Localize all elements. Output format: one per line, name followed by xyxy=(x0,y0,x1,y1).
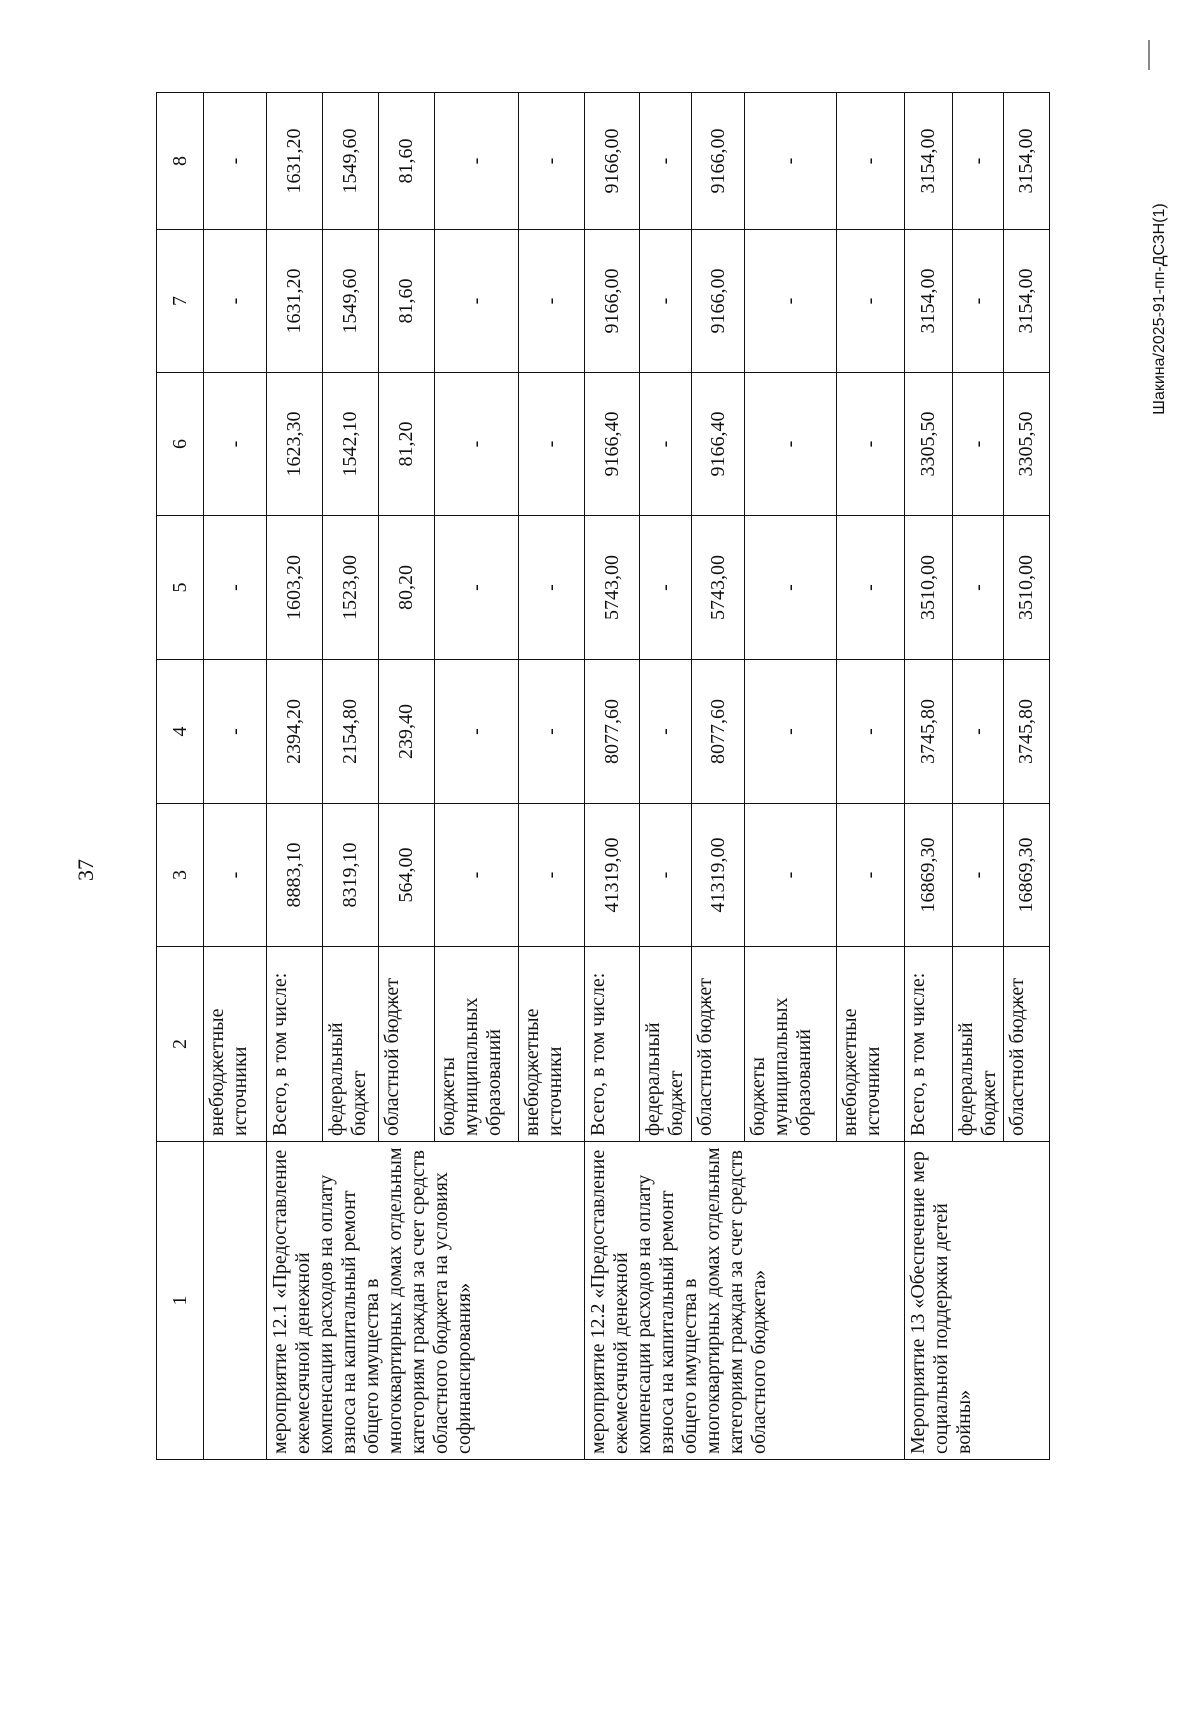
value-cell: 41319,00 xyxy=(692,804,745,947)
column-header: 4 xyxy=(157,660,204,804)
value-cell: 5743,00 xyxy=(585,516,640,660)
value-cell: 9166,00 xyxy=(692,93,745,230)
funding-source-cell: бюджеты муниципальных образований xyxy=(745,947,837,1142)
value-cell: - xyxy=(953,93,1004,230)
value-cell: - xyxy=(953,804,1004,947)
funding-source-cell: бюджеты муниципальных образований xyxy=(435,947,519,1142)
value-cell: - xyxy=(640,804,692,947)
value-cell: 3510,00 xyxy=(1004,516,1050,660)
value-cell: 3305,50 xyxy=(1004,373,1050,516)
funding-source-cell: федеральный бюджет xyxy=(640,947,692,1142)
value-cell: 9166,00 xyxy=(585,230,640,373)
value-cell: - xyxy=(640,660,692,804)
activity-cell: мероприятие 12.1 «Предоставление ежемесячной денежной компенсации расходов на оплату взноса на капитальный ремонт общего имущества в многоквартирных домах отдельным категориям граждан за счет средств областного бюджета на условиях софинансирования» xyxy=(267,1142,585,1460)
value-cell: 16869,30 xyxy=(1004,804,1050,947)
value-cell: 81,20 xyxy=(379,373,435,516)
column-header: 8 xyxy=(157,93,204,230)
value-cell: - xyxy=(837,516,905,660)
value-cell: - xyxy=(435,93,519,230)
value-cell: - xyxy=(640,516,692,660)
value-cell: 3745,80 xyxy=(905,660,953,804)
value-cell: - xyxy=(204,660,267,804)
funding-source-cell: областной бюджет xyxy=(692,947,745,1142)
value-cell: 9166,40 xyxy=(692,373,745,516)
value-cell: - xyxy=(204,373,267,516)
funding-source-cell: федеральный бюджет xyxy=(323,947,379,1142)
funding-source-cell: внебюджетные источники xyxy=(519,947,585,1142)
value-cell: - xyxy=(837,373,905,516)
value-cell: 2154,80 xyxy=(323,660,379,804)
column-header: 5 xyxy=(157,516,204,660)
value-cell: 1623,30 xyxy=(267,373,323,516)
column-header: 1 xyxy=(157,1142,204,1460)
value-cell: - xyxy=(745,516,837,660)
funding-source-cell: федеральный бюджет xyxy=(953,947,1004,1142)
column-header: 7 xyxy=(157,230,204,373)
value-cell: 81,60 xyxy=(379,93,435,230)
value-cell: - xyxy=(435,660,519,804)
funding-source-cell: Всего, в том числе: xyxy=(585,947,640,1142)
table-header-row xyxy=(157,93,204,1460)
value-cell: - xyxy=(837,230,905,373)
value-cell: 1631,20 xyxy=(267,93,323,230)
value-cell: - xyxy=(953,230,1004,373)
value-cell: - xyxy=(640,373,692,516)
value-cell: 80,20 xyxy=(379,516,435,660)
value-cell: 8883,10 xyxy=(267,804,323,947)
funding-source-cell: Всего, в том числе: xyxy=(267,947,323,1142)
value-cell: - xyxy=(745,230,837,373)
value-cell: 5743,00 xyxy=(692,516,745,660)
value-cell: 3510,00 xyxy=(905,516,953,660)
value-cell: - xyxy=(435,373,519,516)
funding-source-cell: Всего, в том числе: xyxy=(905,947,953,1142)
value-cell: 3154,00 xyxy=(1004,93,1050,230)
value-cell: - xyxy=(519,93,585,230)
activity-cell: мероприятие 12.2 «Предоставление ежемесячной денежной компенсации расходов на оплату взноса на капитальный ремонт общего имущества в многоквартирных домах отдельным категориям граждан за счет средств областного бюджета» xyxy=(585,1142,905,1460)
value-cell: - xyxy=(435,230,519,373)
value-cell: - xyxy=(640,93,692,230)
value-cell: 2394,20 xyxy=(267,660,323,804)
budget-table xyxy=(156,92,1050,1460)
value-cell: - xyxy=(745,373,837,516)
value-cell: - xyxy=(519,373,585,516)
value-cell: - xyxy=(745,804,837,947)
page-number: 37 xyxy=(73,859,98,881)
document-footer-code: Шакина/2025-91-пп-ДСЗН(1) xyxy=(1151,203,1168,415)
value-cell: 3745,80 xyxy=(1004,660,1050,804)
value-cell: - xyxy=(204,516,267,660)
value-cell: 8077,60 xyxy=(692,660,745,804)
value-cell: 9166,00 xyxy=(585,93,640,230)
value-cell: - xyxy=(953,373,1004,516)
budget-table-container xyxy=(156,93,1044,1460)
value-cell: - xyxy=(519,230,585,373)
value-cell: 8319,10 xyxy=(323,804,379,947)
value-cell: 239,40 xyxy=(379,660,435,804)
value-cell: 3154,00 xyxy=(1004,230,1050,373)
value-cell: - xyxy=(519,804,585,947)
value-cell: - xyxy=(204,230,267,373)
value-cell: - xyxy=(435,804,519,947)
value-cell: 1549,60 xyxy=(323,93,379,230)
value-cell: 81,60 xyxy=(379,230,435,373)
funding-source-cell: областной бюджет xyxy=(379,947,435,1142)
value-cell: 16869,30 xyxy=(905,804,953,947)
value-cell: - xyxy=(519,660,585,804)
value-cell: 1542,10 xyxy=(323,373,379,516)
column-header: 6 xyxy=(157,373,204,516)
value-cell: - xyxy=(837,660,905,804)
value-cell: - xyxy=(745,93,837,230)
value-cell: - xyxy=(837,804,905,947)
value-cell: 1631,20 xyxy=(267,230,323,373)
value-cell: 3305,50 xyxy=(905,373,953,516)
value-cell: 3154,00 xyxy=(905,230,953,373)
activity-cell xyxy=(204,1142,267,1460)
value-cell: - xyxy=(435,516,519,660)
column-header: 2 xyxy=(157,947,204,1142)
value-cell: - xyxy=(745,660,837,804)
table-row xyxy=(585,93,640,1460)
table-row xyxy=(905,93,953,1460)
table-row xyxy=(267,93,323,1460)
table-row xyxy=(204,93,267,1460)
value-cell: - xyxy=(204,93,267,230)
column-header: 3 xyxy=(157,804,204,947)
value-cell: 1549,60 xyxy=(323,230,379,373)
funding-source-cell: областной бюджет xyxy=(1004,947,1050,1142)
value-cell: 1603,20 xyxy=(267,516,323,660)
activity-cell: Мероприятие 13 «Обеспечение мер социальной поддержки детей войны» xyxy=(905,1142,1050,1460)
value-cell: 8077,60 xyxy=(585,660,640,804)
funding-source-cell: внебюджетные источники xyxy=(837,947,905,1142)
value-cell: - xyxy=(953,660,1004,804)
value-cell: - xyxy=(837,93,905,230)
value-cell: 564,00 xyxy=(379,804,435,947)
value-cell: 41319,00 xyxy=(585,804,640,947)
scan-edge-mark xyxy=(1148,40,1150,70)
value-cell: 9166,00 xyxy=(692,230,745,373)
value-cell: 1523,00 xyxy=(323,516,379,660)
value-cell: - xyxy=(640,230,692,373)
funding-source-cell: внебюджетные источники xyxy=(204,947,267,1142)
value-cell: 9166,40 xyxy=(585,373,640,516)
value-cell: - xyxy=(519,516,585,660)
value-cell: - xyxy=(204,804,267,947)
value-cell: - xyxy=(953,516,1004,660)
value-cell: 3154,00 xyxy=(905,93,953,230)
